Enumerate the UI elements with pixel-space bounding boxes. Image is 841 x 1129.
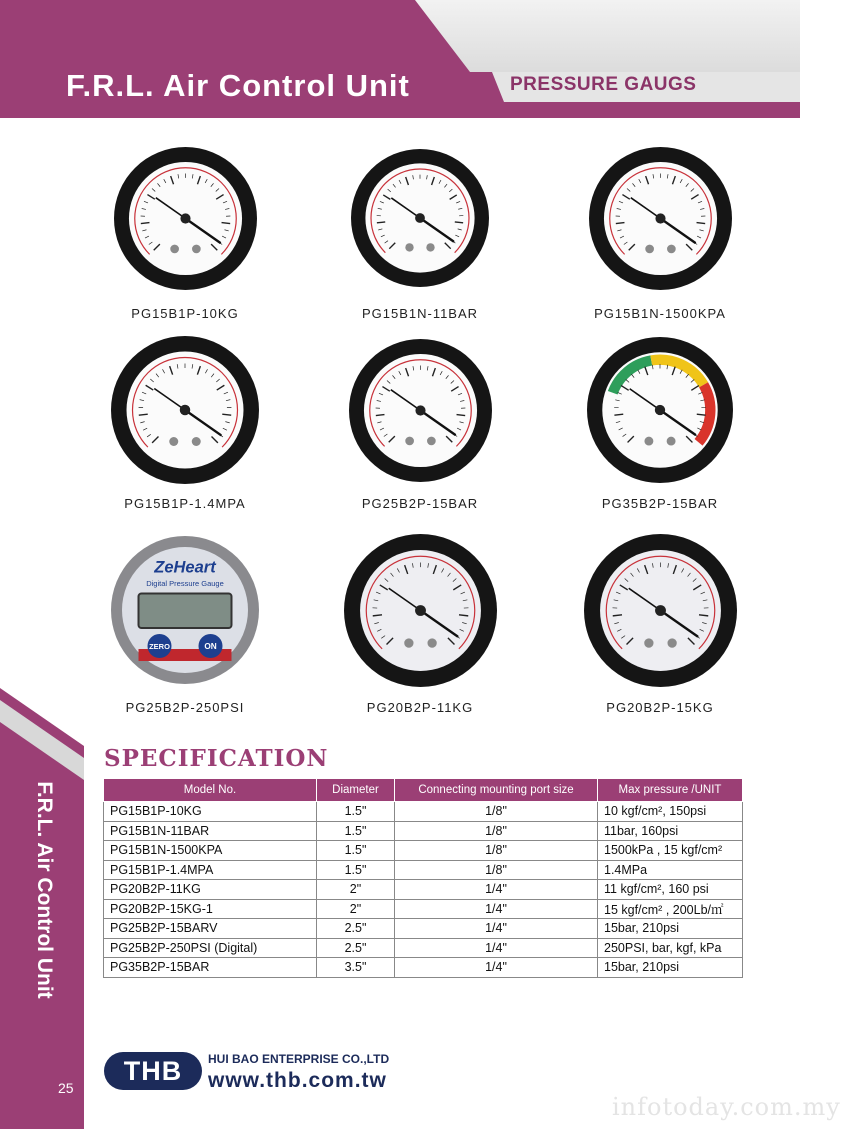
spec-table xyxy=(103,778,743,978)
gauge-hub xyxy=(415,213,425,223)
spec-model: PG25B2P-15BARV xyxy=(104,919,317,939)
spec-port-size: 1/8" xyxy=(395,802,598,822)
spec-max-pressure: 10 kgf/cm², 150psi xyxy=(598,802,743,822)
spec-max-pressure: 250PSI, bar, kgf, kPa xyxy=(598,938,743,958)
spec-diameter: 2.5" xyxy=(317,938,395,958)
gauge-caption: PG35B2P-15BAR xyxy=(601,496,719,511)
gauge-image xyxy=(350,148,490,288)
spec-max-pressure: 1500kPa , 15 kgf/cm² xyxy=(598,841,743,861)
spec-model: PG25B2P-250PSI (Digital) xyxy=(104,938,317,958)
gauge-screw xyxy=(170,244,179,253)
table-row xyxy=(104,860,743,880)
gauge-screw xyxy=(644,437,653,446)
spec-diameter: 1.5" xyxy=(317,841,395,861)
gauge-screw xyxy=(426,243,434,251)
zero-button-label: ZERO xyxy=(149,642,170,651)
gauge-tick xyxy=(140,222,149,223)
digital-label: Digital Pressure Gauge xyxy=(146,579,224,588)
spec-max-pressure: 15bar, 210psi xyxy=(598,919,743,939)
gauge-caption: PG15B1P-1.4MPA xyxy=(124,496,246,511)
watermark: infotoday.com.my xyxy=(612,1093,841,1121)
spec-port-size: 1/4" xyxy=(395,938,598,958)
table-row xyxy=(104,938,743,958)
spec-model: PG15B1P-10KG xyxy=(104,802,317,822)
gauge-screw xyxy=(427,436,436,445)
thb-logo: THB xyxy=(104,1052,202,1090)
spec-max-pressure: 15 kgf/cm² , 200Lb/㎡ xyxy=(598,899,743,919)
spec-port-size: 1/8" xyxy=(395,841,598,861)
spec-model: PG15B1N-1500KPA xyxy=(104,841,317,861)
spec-model: PG20B2P-11KG xyxy=(104,880,317,900)
page-number: 25 xyxy=(58,1080,74,1096)
gauge-caption: PG20B2P-11KG xyxy=(366,700,474,715)
gauge-screw xyxy=(405,436,414,445)
spec-header-row xyxy=(104,779,743,802)
gauge-hub xyxy=(415,405,425,415)
col-model: Model No. xyxy=(104,779,317,802)
spec-diameter: 2.5" xyxy=(317,919,395,939)
gauge-tick xyxy=(377,222,385,223)
gauge-hub xyxy=(180,405,191,416)
gauge-image xyxy=(343,533,498,688)
spec-port-size: 1/4" xyxy=(395,899,598,919)
table-row xyxy=(104,841,743,861)
gauge-hub xyxy=(655,605,666,616)
gauge-hub xyxy=(655,213,665,223)
gauge-caption: PG15B1N-1500KPA xyxy=(594,306,726,321)
table-row xyxy=(104,919,743,939)
gauge-screw xyxy=(667,244,676,253)
spec-port-size: 1/4" xyxy=(395,880,598,900)
col-diameter: Diameter xyxy=(317,779,395,802)
gauge-caption: PG25B2P-250PSI xyxy=(125,700,245,715)
spec-port-size: 1/4" xyxy=(395,919,598,939)
spec-model: PG15B1N-11BAR xyxy=(104,821,317,841)
gauge-screw xyxy=(192,437,201,446)
gauge-caption: PG15B1N-11BAR xyxy=(361,306,479,321)
gauge-tick xyxy=(697,414,706,415)
spec-model: PG35B2P-15BAR xyxy=(104,958,317,978)
spec-model: PG15B1P-1.4MPA xyxy=(104,860,317,880)
col-max-pressure: Max pressure /UNIT xyxy=(598,779,743,802)
spec-port-size: 1/4" xyxy=(395,958,598,978)
table-row xyxy=(104,899,743,919)
spec-diameter: 1.5" xyxy=(317,821,395,841)
table-row xyxy=(104,958,743,978)
gauge-caption: PG15B1P-10KG xyxy=(131,306,239,321)
on-button-label: ON xyxy=(204,642,217,651)
gauge-screw xyxy=(405,243,413,251)
table-row xyxy=(104,821,743,841)
gauge-image xyxy=(583,533,738,688)
page-title: F.R.L. Air Control Unit xyxy=(66,68,410,103)
gauge-image xyxy=(588,146,733,291)
spec-max-pressure: 11bar, 160psi xyxy=(598,821,743,841)
gauge-screw xyxy=(667,638,676,647)
spec-max-pressure: 11 kgf/cm², 160 psi xyxy=(598,880,743,900)
gauge-image xyxy=(113,146,258,291)
gauge-tick xyxy=(375,414,384,415)
spec-diameter: 2" xyxy=(317,880,395,900)
spec-port-size: 1/8" xyxy=(395,821,598,841)
gauge-hub xyxy=(415,605,426,616)
gauge-tick xyxy=(614,414,623,415)
table-row xyxy=(104,880,743,900)
spec-diameter: 2" xyxy=(317,899,395,919)
spec-diameter: 1.5" xyxy=(317,860,395,880)
side-tab-label: F.R.L. Air Control Unit xyxy=(33,781,56,999)
table-row xyxy=(104,802,743,822)
lcd-screen xyxy=(139,594,232,629)
spec-title: SPECIFICATION xyxy=(104,745,329,772)
spec-diameter: 1.5" xyxy=(317,802,395,822)
header-accent xyxy=(415,0,800,72)
gauge-image xyxy=(348,338,493,483)
gauge-image xyxy=(110,335,260,485)
col-port-size: Connecting mounting port size xyxy=(395,779,598,802)
company-name: HUI BAO ENTERPRISE CO.,LTD xyxy=(208,1052,390,1066)
gauge-caption: PG25B2P-15BAR xyxy=(361,496,479,511)
gauge-tick xyxy=(615,222,624,223)
gauge-screw xyxy=(645,244,654,253)
gauge-tick xyxy=(455,222,463,223)
gauge-caption: PG20B2P-15KG xyxy=(606,700,714,715)
digital-brand: ZeHeart xyxy=(154,558,216,577)
gauge-screw xyxy=(667,437,676,446)
gauge-tick xyxy=(696,222,705,223)
gauge-hub xyxy=(655,405,665,415)
spec-diameter: 3.5" xyxy=(317,958,395,978)
gauge-screw xyxy=(192,244,201,253)
company-url[interactable]: www.thb.com.tw xyxy=(208,1069,387,1092)
gauge-screw xyxy=(644,638,653,647)
gauge-image xyxy=(110,535,260,685)
spec-port-size: 1/8" xyxy=(395,860,598,880)
gauge-screw xyxy=(427,638,436,647)
gauge-image xyxy=(586,336,734,484)
gauge-tick xyxy=(456,414,465,415)
spec-max-pressure: 15bar, 210psi xyxy=(598,958,743,978)
spec-model: PG20B2P-15KG-1 xyxy=(104,899,317,919)
gauge-screw xyxy=(169,437,178,446)
gauge-hub xyxy=(180,213,190,223)
spec-max-pressure: 1.4MPa xyxy=(598,860,743,880)
gauge-screw xyxy=(404,638,413,647)
gauge-tick xyxy=(221,222,230,223)
section-subtitle: PRESSURE GAUGS xyxy=(510,74,697,95)
